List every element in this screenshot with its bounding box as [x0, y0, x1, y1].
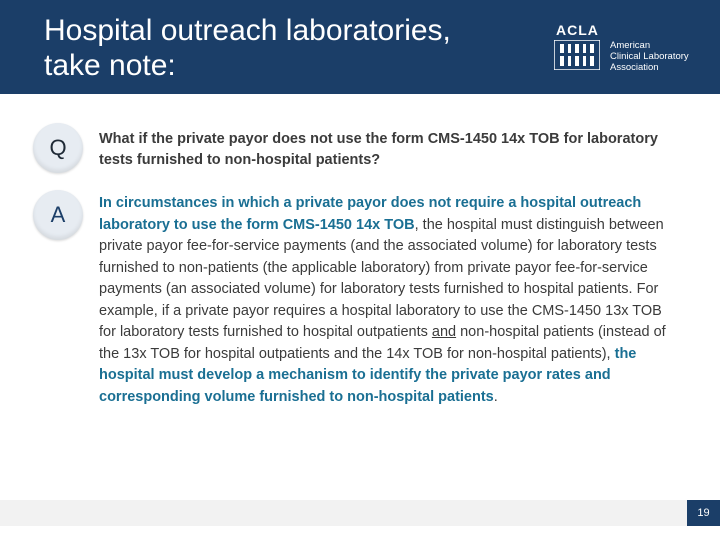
answer-tail-bold: the hospital must develop a mechanism to identify the private payor rates and corresponding volume furnished to non-hospital patients: [99, 345, 637, 405]
answer-body-1: , the hospital must distinguish between private payor fee-for-service payments (and the associated volume) for laboratory tests furnished to non-patients (the applicable laboratory) from private payor fee-for-service payments (an associated volume) for laboratory tests furnished to hospital patients. For example, if a private payor requires a hospital laboratory to use the CMS-1450 13x TOB for laboratory tests furnished to hospital outpatients: [99, 216, 664, 340]
page-number: 19: [687, 500, 720, 526]
acla-logo: [554, 22, 704, 74]
logo-acronym: ACLA: [556, 22, 599, 38]
answer-end: .: [493, 388, 498, 405]
answer-underlined-word: and: [431, 324, 457, 340]
answer-text: [99, 193, 674, 408]
page-title: Hospital outreach laboratories, take note:: [44, 14, 451, 82]
question-text: What if the private payor does not use the form CMS-1450 14x TOB for laboratory tests furnished to non-hospital patients?: [99, 131, 658, 168]
logo-wordmark: [610, 40, 706, 73]
answer-badge: A: [33, 190, 83, 240]
question-badge: Q: [33, 123, 83, 173]
answer-body-2: non-hospital patients (instead of the 13x TOB for hospital outpatients and the 14x TOB for non-hospital patients),: [99, 324, 666, 362]
logo-line-3: Association: [610, 62, 659, 73]
logo-line-2: Clinical Laboratory: [610, 51, 689, 62]
answer-lead-bold: In circumstances in which a private payor does not require a hospital outreach laboratory to use the form CMS-1450 14x TOB: [99, 195, 642, 233]
acla-logo-mark: [554, 22, 600, 70]
logo-line-1: American: [610, 40, 651, 51]
header-bar: [0, 0, 720, 94]
logo-emblem-icon: [554, 40, 600, 70]
footer-bar: [0, 500, 720, 526]
